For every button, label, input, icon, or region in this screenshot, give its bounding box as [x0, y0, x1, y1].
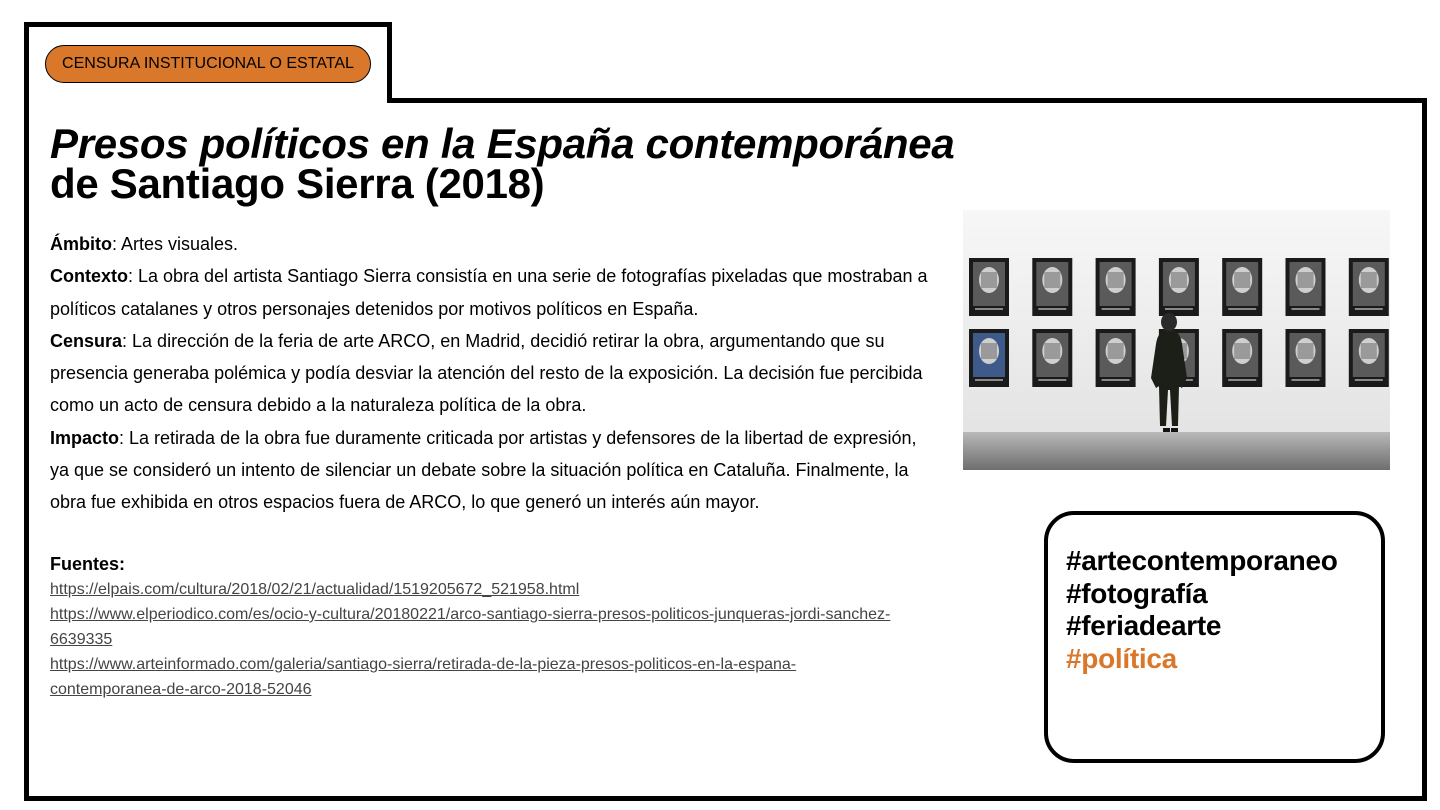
source-link-elperiodico[interactable]: https://www.elperiodico.com/es/ocio-y-cultura/20180221/arco-santiago-sierra-presos-politicos-junqueras-jordi-sanchez-6639335	[50, 606, 891, 648]
impacto-text: : La retirada de la obra fue duramente criticada por artistas y defensores de la libertad de expresión, ya que se consideró un intento de silenciar un debate sobre la situación política en Cataluña. Finalmente, la obra fue exhibida en otros espacios fuera de ARCO, lo que generó un interés aún mayor.	[50, 427, 917, 513]
portrait-frame	[1032, 329, 1072, 387]
censura-text: : La dirección de la feria de arte ARCO, en Madrid, decidió retirar la obra, argumentando que su presencia generaba polémica y podía desviar la atención del resto de la exposición. La decisión fue percibida como un acto de censura debido a la naturaleza política de la obra.	[50, 330, 923, 416]
gallery-floor	[963, 432, 1390, 470]
sources-heading: Fuentes:	[50, 554, 126, 574]
source-link-elpais[interactable]: https://elpais.com/cultura/2018/02/21/actualidad/1519205672_521958.html	[50, 581, 580, 598]
article-body	[50, 228, 930, 519]
hashtag-feriadearte[interactable]: #feriadearte	[1066, 610, 1222, 641]
censura-label: Censura	[50, 330, 123, 351]
ambito-label: Ámbito	[50, 234, 112, 254]
contexto-label: Contexto	[50, 266, 128, 287]
ambito-paragraph	[50, 228, 930, 260]
impacto-paragraph	[50, 422, 930, 519]
portrait-frame	[1032, 258, 1072, 316]
page-title	[50, 120, 955, 207]
hashtag-fotografia[interactable]: #fotografía	[1066, 577, 1208, 609]
ambito-text: : Artes visuales.	[112, 234, 239, 254]
portrait-frame	[1096, 329, 1136, 387]
tab-join	[29, 96, 387, 104]
portrait-frame	[1286, 258, 1326, 316]
exhibition-photo	[963, 210, 1390, 470]
portrait-frame	[1349, 258, 1389, 316]
hashtag-politica[interactable]: #política	[1066, 642, 1177, 674]
hashtag-artecontemporaneo[interactable]: #artecontemporaneo	[1066, 545, 1338, 576]
portrait-frame	[1286, 329, 1326, 387]
title-artist: de Santiago Sierra (2018)	[50, 160, 545, 207]
portrait-frame	[1096, 258, 1136, 316]
contexto-paragraph	[50, 260, 930, 325]
portrait-frame	[1349, 329, 1389, 387]
category-badge[interactable]: CENSURA INSTITUCIONAL O ESTATAL	[45, 45, 371, 83]
portrait-frame	[1159, 258, 1199, 316]
portrait-frame	[1222, 258, 1262, 316]
censura-paragraph	[50, 325, 930, 422]
source-link-arteinformado[interactable]: https://www.arteinformado.com/galeria/santiago-sierra/retirada-de-la-pieza-presos-politicos-en-la-espana-contemporanea-de-arco-2018-52046	[50, 656, 797, 698]
contexto-text: : La obra del artista Santiago Sierra consistía en una serie de fotografías pixeladas que mostraban a políticos catalanes y otros personajes detenidos por motivos políticos en España.	[50, 266, 928, 319]
sources-section	[50, 551, 910, 702]
portrait-frame	[969, 258, 1009, 316]
impacto-label: Impacto	[50, 427, 120, 448]
hashtags-box	[1044, 511, 1385, 763]
portrait-frame	[969, 329, 1009, 387]
portrait-frame	[1222, 329, 1262, 387]
title-artwork: Presos políticos en la España contemporánea	[50, 120, 955, 167]
